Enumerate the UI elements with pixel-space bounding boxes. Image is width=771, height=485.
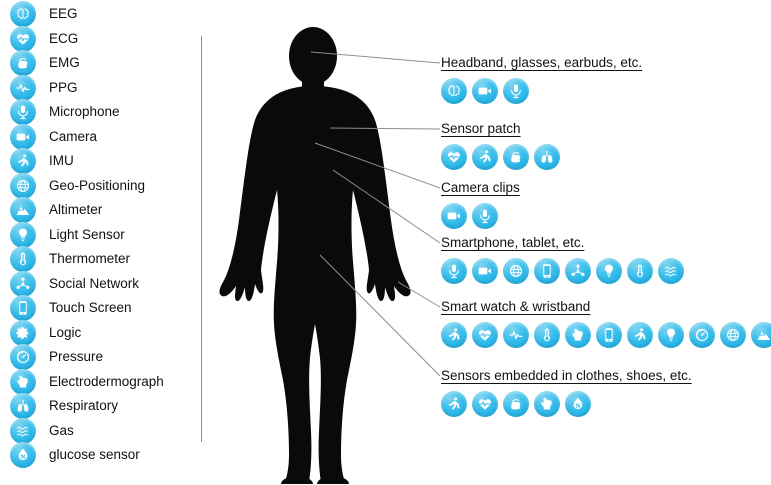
gas-icon	[10, 418, 36, 444]
brain-icon	[441, 78, 467, 104]
legend-item-label: Altimeter	[49, 202, 103, 218]
legend-item	[10, 198, 102, 222]
legend-item-label: EMG	[49, 55, 80, 71]
microphone-icon	[503, 78, 529, 104]
legend-item-label: Geo-Positioning	[49, 177, 146, 193]
running-man-icon	[472, 144, 498, 170]
callout-icon-row	[441, 144, 560, 170]
legend-item	[10, 125, 97, 149]
legend-item	[10, 394, 118, 418]
social-network-icon	[10, 271, 36, 297]
legend-item	[10, 419, 74, 443]
heart-icon	[472, 391, 498, 417]
camera-icon	[10, 124, 36, 150]
legend-item-label: Light Sensor	[49, 226, 125, 242]
legend-item-label: EEG	[49, 6, 78, 22]
legend-item-label: PPG	[49, 79, 78, 95]
legend-item-label: glucose sensor	[49, 447, 140, 463]
glucose-icon	[10, 442, 36, 468]
legend-item	[10, 2, 78, 26]
camera-icon	[441, 203, 467, 229]
legend-item-label: Pressure	[49, 349, 104, 365]
touch-screen-icon	[596, 322, 622, 348]
legend-panel	[10, 0, 200, 485]
running-man-icon	[441, 391, 467, 417]
legend-item-label: Microphone	[49, 104, 120, 120]
electrodermograph-icon	[534, 391, 560, 417]
legend-item-label: Thermometer	[49, 251, 131, 267]
light-bulb-icon	[658, 322, 684, 348]
legend-item	[10, 100, 120, 124]
callout-title: Smart watch & wristband	[441, 299, 591, 314]
legend-item-label: IMU	[49, 153, 74, 169]
globe-pin-icon	[720, 322, 746, 348]
legend-item	[10, 51, 80, 75]
human-body-silhouette	[205, 24, 425, 484]
legend-item	[10, 149, 74, 173]
callout-icon-row	[441, 258, 684, 284]
legend-item	[10, 443, 140, 467]
callout-group	[441, 369, 692, 417]
running-man-icon	[441, 322, 467, 348]
thermometer-icon	[10, 246, 36, 272]
muscle-icon	[10, 50, 36, 76]
legend-item-label: Electrodermograph	[49, 373, 164, 389]
running-man-icon	[627, 322, 653, 348]
touch-screen-icon	[10, 295, 36, 321]
callout-group	[441, 56, 642, 104]
legend-item-label: Respiratory	[49, 398, 119, 414]
globe-pin-icon	[503, 258, 529, 284]
legend-item	[10, 247, 130, 271]
legend-item-label: Gas	[49, 422, 74, 438]
legend-item-label: Touch Screen	[49, 300, 132, 316]
vertical-divider	[201, 36, 202, 442]
pressure-gauge-icon	[689, 322, 715, 348]
legend-item	[10, 321, 81, 345]
gas-icon	[658, 258, 684, 284]
callout-icon-row	[441, 322, 771, 348]
glucose-icon	[565, 391, 591, 417]
thermometer-icon	[627, 258, 653, 284]
heart-icon	[472, 322, 498, 348]
light-bulb-icon	[596, 258, 622, 284]
muscle-icon	[503, 391, 529, 417]
callout-icon-row	[441, 203, 520, 229]
legend-item-label: Social Network	[49, 275, 140, 291]
legend-item	[10, 345, 103, 369]
running-man-icon	[10, 148, 36, 174]
microphone-icon	[10, 99, 36, 125]
camera-icon	[472, 258, 498, 284]
legend-item	[10, 370, 164, 394]
light-bulb-icon	[10, 222, 36, 248]
callout-title: Sensors embedded in clothes, shoes, etc.	[441, 368, 692, 383]
legend-item	[10, 223, 125, 247]
callout-icon-row	[441, 391, 692, 417]
callout-icon-row	[441, 78, 642, 104]
callout-title: Headband, glasses, earbuds, etc.	[441, 55, 643, 70]
callout-title: Camera clips	[441, 180, 520, 195]
thermometer-icon	[534, 322, 560, 348]
lungs-icon	[10, 393, 36, 419]
microphone-icon	[472, 203, 498, 229]
legend-item	[10, 272, 139, 296]
touch-screen-icon	[534, 258, 560, 284]
microphone-icon	[441, 258, 467, 284]
pulse-icon	[10, 75, 36, 101]
legend-item-label: Logic	[49, 324, 82, 340]
pulse-icon	[503, 322, 529, 348]
social-network-icon	[565, 258, 591, 284]
legend-item-label: ECG	[49, 30, 79, 46]
pressure-gauge-icon	[10, 344, 36, 370]
legend-item	[10, 174, 145, 198]
heart-icon	[441, 144, 467, 170]
legend-item-label: Camera	[49, 128, 98, 144]
camera-icon	[472, 78, 498, 104]
legend-item	[10, 27, 78, 51]
callout-title: Sensor patch	[441, 121, 521, 136]
globe-pin-icon	[10, 173, 36, 199]
callout-group	[441, 181, 520, 229]
mountain-icon	[10, 197, 36, 223]
legend-item	[10, 296, 132, 320]
callout-title: Smartphone, tablet, etc.	[441, 235, 585, 250]
callout-group	[441, 236, 684, 284]
callout-group	[441, 300, 771, 348]
callout-group	[441, 122, 560, 170]
logic-gear-icon	[10, 320, 36, 346]
electrodermograph-icon	[565, 322, 591, 348]
muscle-icon	[503, 144, 529, 170]
heart-icon	[10, 26, 36, 52]
brain-icon	[10, 1, 36, 27]
legend-item	[10, 76, 78, 100]
electrodermograph-icon	[10, 369, 36, 395]
lungs-icon	[534, 144, 560, 170]
mountain-icon	[751, 322, 771, 348]
